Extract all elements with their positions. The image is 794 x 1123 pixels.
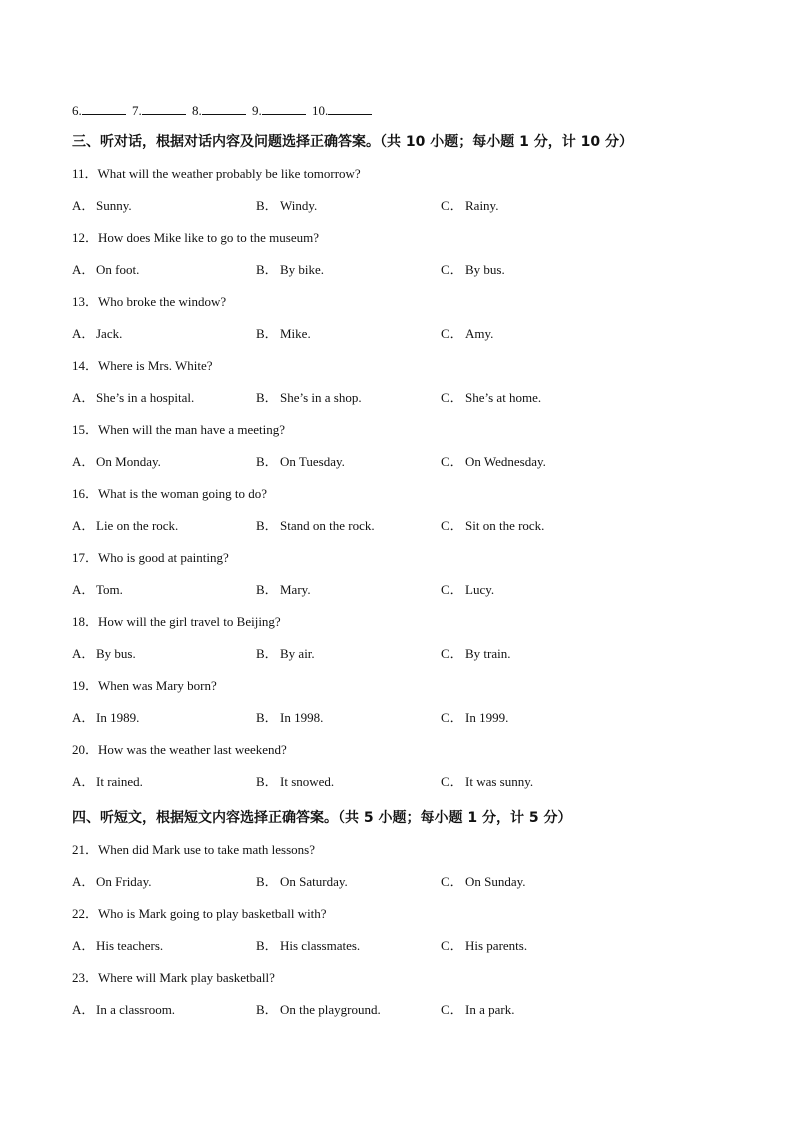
answer-options [72,446,722,478]
option-letter: B． [256,582,278,597]
option-text: Mike. [280,326,311,341]
question-number: 18． [72,614,99,629]
answer-option-b[interactable] [256,766,441,798]
answer-option-b[interactable] [256,638,441,670]
question-text: How will the girl travel to Beijing? [98,614,281,629]
option-text: His teachers. [96,938,164,953]
question-stem [72,222,722,254]
option-letter: B． [256,518,278,533]
option-letter: C． [441,518,463,533]
option-text: By train. [465,646,511,661]
answer-option-b[interactable] [256,702,441,734]
option-text: In 1989. [96,710,140,725]
answer-option-c[interactable] [441,446,641,478]
answer-option-a[interactable] [72,446,256,478]
question-number: 20． [72,742,99,757]
option-text: On Monday. [96,454,161,469]
blank-underline[interactable] [262,102,306,115]
answer-option-b[interactable] [256,446,441,478]
question-stem [72,962,722,994]
answer-options [72,638,722,670]
answer-option-b[interactable] [256,190,441,222]
question-text: How was the weather last weekend? [98,742,287,757]
answer-option-b[interactable] [256,930,441,962]
answer-option-a[interactable] [72,930,256,962]
option-text: Windy. [280,198,318,213]
answer-blank-9[interactable] [252,100,309,122]
answer-options [72,930,722,962]
question-stem [72,898,722,930]
question-stem [72,542,722,574]
section-4-questions [72,834,722,1026]
question-number: 13． [72,294,99,309]
option-letter: B． [256,326,278,341]
answer-option-a[interactable] [72,190,256,222]
option-text: In a park. [465,1002,515,1017]
answer-option-a[interactable] [72,638,256,670]
option-letter: A． [72,326,95,341]
question-text: Who is good at painting? [98,550,229,565]
answer-option-b[interactable] [256,574,441,606]
option-letter: A． [72,454,95,469]
answer-option-b[interactable] [256,254,441,286]
question-text: What will the weather probably be like tomorrow? [97,166,361,181]
question-number: 19． [72,678,99,693]
option-letter: C． [441,262,463,277]
answer-blank-7[interactable] [132,100,189,122]
question-text: Who broke the window? [98,294,227,309]
option-letter: A． [72,390,95,405]
section-3-questions [72,158,722,798]
option-text: His classmates. [280,938,361,953]
option-letter: C． [441,1002,463,1017]
question-text: When was Mary born? [98,678,217,693]
option-letter: A． [72,874,95,889]
question-text: Who is Mark going to play basketball with? [98,906,327,921]
option-text: By air. [280,646,315,661]
blank-number: 10. [312,103,329,118]
option-text: On Wednesday. [465,454,546,469]
option-letter: A． [72,198,95,213]
option-text: On the playground. [280,1002,381,1017]
question-number: 14． [72,358,99,373]
blank-underline[interactable] [142,102,186,115]
option-text: Tom. [96,582,123,597]
option-letter: C． [441,646,463,661]
option-text: On Friday. [96,874,152,889]
question-number: 22． [72,906,99,921]
answer-option-b[interactable] [256,382,441,414]
answer-option-c[interactable] [441,994,641,1026]
answer-option-c[interactable] [441,866,641,898]
question-stem [72,606,722,638]
blank-number: 9. [252,103,262,118]
answer-option-a[interactable] [72,766,256,798]
section-3-heading: 三、听对话，根据对话内容及问题选择正确答案。（共 10 小题；每小题 1 分，计 10 分） [72,134,633,150]
option-letter: B． [256,646,278,661]
answer-option-a[interactable] [72,866,256,898]
answer-options [72,574,722,606]
blank-number: 8. [192,103,202,118]
option-letter: C． [441,454,463,469]
question-number: 12． [72,230,99,245]
option-letter: A． [72,938,95,953]
question-stem [72,670,722,702]
option-text: On Tuesday. [280,454,345,469]
blank-number: 7. [132,103,142,118]
answer-option-c[interactable] [441,318,641,350]
option-letter: B． [256,938,278,953]
option-text: In a classroom. [96,1002,176,1017]
option-text: It rained. [96,774,143,789]
question-stem [72,158,722,190]
section-4-heading: 四、听短文，根据短文内容选择正确答案。（共 5 小题；每小题 1 分，计 5 分） [72,810,572,826]
option-text: On Saturday. [280,874,348,889]
option-letter: A． [72,1002,95,1017]
answer-option-c[interactable] [441,702,641,734]
question-stem [72,414,722,446]
answer-option-c[interactable] [441,930,641,962]
option-text: Rainy. [465,198,499,213]
option-letter: B． [256,198,278,213]
option-letter: C． [441,710,463,725]
answer-option-c[interactable] [441,766,641,798]
option-letter: A． [72,582,95,597]
answer-options [72,702,722,734]
question-number: 11． [72,166,98,181]
answer-options [72,254,722,286]
question-stem [72,834,722,866]
option-letter: C． [441,198,463,213]
answer-option-c[interactable] [441,638,641,670]
option-text: On foot. [96,262,140,277]
question-text: What is the woman going to do? [98,486,267,501]
question-stem [72,286,722,318]
option-letter: A． [72,646,95,661]
question-stem [72,350,722,382]
option-text: She’s at home. [465,390,542,405]
option-letter: B． [256,262,278,277]
answer-option-a[interactable] [72,510,256,542]
question-text: When did Mark use to take math lessons? [98,842,315,857]
blank-number: 6. [72,103,82,118]
question-number: 23． [72,970,99,985]
question-text: How does Mike like to go to the museum? [98,230,319,245]
option-letter: C． [441,874,463,889]
option-text: Lie on the rock. [96,518,179,533]
question-number: 15． [72,422,99,437]
question-number: 21． [72,842,99,857]
option-letter: C． [441,774,463,789]
question-text: Where is Mrs. White? [98,358,213,373]
blank-underline[interactable] [82,102,126,115]
option-text: His parents. [465,938,528,953]
option-text: In 1999. [465,710,509,725]
answer-option-a[interactable] [72,702,256,734]
option-letter: B． [256,390,278,405]
option-text: Stand on the rock. [280,518,375,533]
answer-option-c[interactable] [441,254,641,286]
answer-options [72,766,722,798]
answer-blank-6[interactable] [72,100,129,122]
option-letter: B． [256,1002,278,1017]
answer-options [72,866,722,898]
question-stem [72,734,722,766]
answer-options [72,382,722,414]
option-letter: B． [256,774,278,789]
option-text: By bike. [280,262,325,277]
answer-option-b[interactable] [256,866,441,898]
answer-blanks-row [72,100,722,122]
answer-blank-8[interactable] [192,100,249,122]
blank-underline[interactable] [202,102,246,115]
blank-underline[interactable] [328,102,372,115]
answer-blank-10[interactable] [312,100,375,122]
option-letter: B． [256,874,278,889]
option-text: Mary. [280,582,311,597]
answer-option-a[interactable] [72,382,256,414]
option-text: Lucy. [465,582,495,597]
question-number: 16． [72,486,99,501]
question-text: When will the man have a meeting? [98,422,285,437]
answer-option-c[interactable] [441,574,641,606]
option-letter: B． [256,710,278,725]
option-text: Sit on the rock. [465,518,545,533]
option-text: Jack. [96,326,123,341]
answer-option-b[interactable] [256,510,441,542]
option-letter: A． [72,518,95,533]
question-stem [72,478,722,510]
option-text: In 1998. [280,710,324,725]
option-letter: C． [441,390,463,405]
option-letter: A． [72,774,95,789]
option-text: By bus. [465,262,505,277]
option-letter: C． [441,582,463,597]
option-letter: A． [72,710,95,725]
answer-options [72,318,722,350]
option-text: Sunny. [96,198,132,213]
answer-option-a[interactable] [72,318,256,350]
answer-option-c[interactable] [441,510,641,542]
answer-option-c[interactable] [441,382,641,414]
exam-page [72,100,722,1026]
question-text: Where will Mark play basketball? [98,970,275,985]
option-letter: C． [441,938,463,953]
question-number: 17． [72,550,99,565]
option-text: She’s in a shop. [280,390,362,405]
answer-options [72,994,722,1026]
answer-option-a[interactable] [72,574,256,606]
option-text: Amy. [465,326,494,341]
answer-option-b[interactable] [256,318,441,350]
answer-option-c[interactable] [441,190,641,222]
option-text: It was sunny. [465,774,534,789]
option-text: By bus. [96,646,136,661]
option-text: On Sunday. [465,874,526,889]
answer-option-a[interactable] [72,254,256,286]
answer-option-b[interactable] [256,994,441,1026]
answer-option-a[interactable] [72,994,256,1026]
option-letter: C． [441,326,463,341]
answer-options [72,510,722,542]
option-letter: B． [256,454,278,469]
option-letter: A． [72,262,95,277]
option-text: She’s in a hospital. [96,390,195,405]
answer-options [72,190,722,222]
option-text: It snowed. [280,774,335,789]
